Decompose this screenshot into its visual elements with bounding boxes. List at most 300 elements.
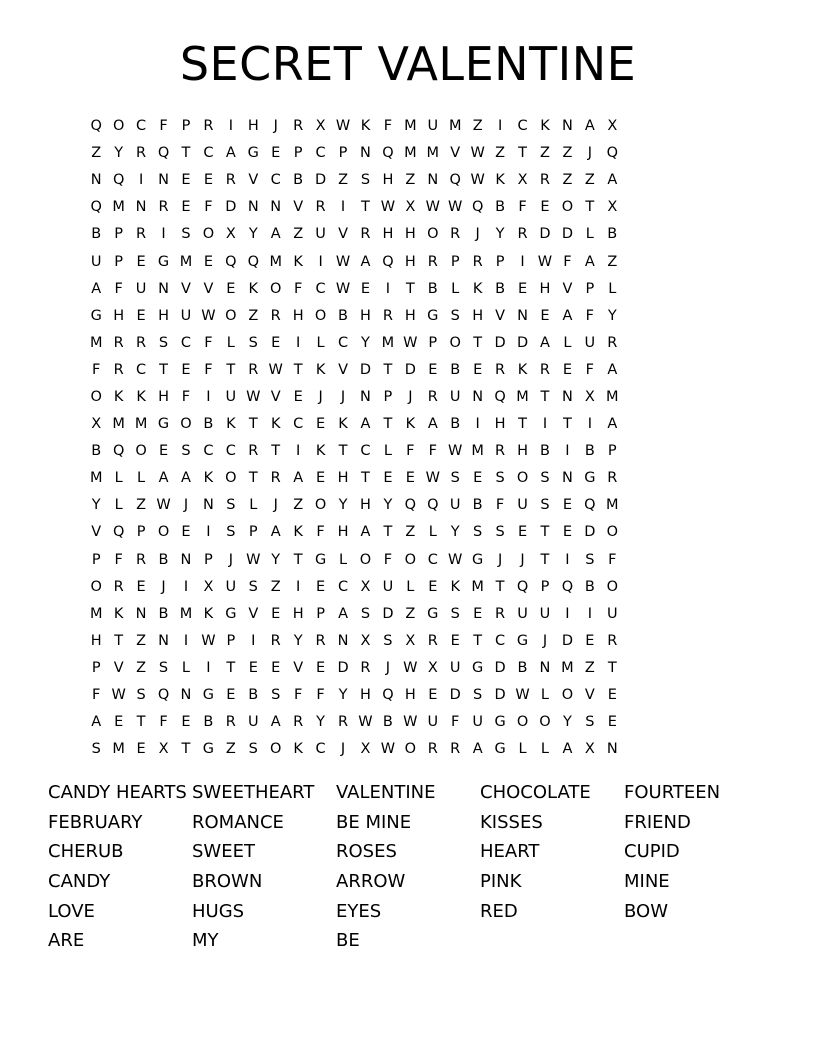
grid-letter: I [296, 334, 301, 351]
grid-letter: E [585, 632, 595, 649]
grid-letter: F [204, 361, 213, 378]
grid-letter: P [204, 551, 213, 568]
grid-letter: O [157, 524, 170, 541]
grid-letter: D [449, 687, 461, 704]
grid-row [85, 113, 736, 140]
grid-letter: E [158, 443, 169, 460]
grid-letter: N [360, 388, 371, 405]
grid-letter: F [114, 551, 123, 568]
grid-letter: A [607, 172, 618, 189]
grid-letter: H [337, 470, 349, 487]
grid-letter: S [181, 226, 191, 243]
grid-letter: M [134, 416, 148, 433]
grid-letter: E [473, 361, 483, 378]
grid-letter: H [472, 307, 484, 324]
grid-letter: A [360, 524, 371, 541]
grid-letter: Q [561, 578, 574, 595]
grid-letter: E [203, 172, 213, 189]
grid-letter: E [450, 632, 460, 649]
grid-letter: Y [562, 714, 572, 731]
grid-letter: F [495, 497, 505, 514]
grid-letter: H [292, 307, 304, 324]
grid-letter: M [471, 578, 484, 595]
grid-letter: R [427, 253, 438, 270]
grid-letter: V [248, 172, 259, 189]
grid-letter: B [91, 226, 102, 243]
grid-letter: J [161, 578, 166, 595]
grid-letter: O [180, 416, 192, 433]
grid-letter: I [475, 416, 480, 433]
grid-letter: P [91, 659, 101, 676]
grid-letter: Y [293, 632, 303, 649]
word-list-item: FRIEND [624, 811, 691, 833]
grid-letter: N [270, 199, 282, 216]
grid-letter: E [203, 253, 213, 270]
grid-letter: S [473, 687, 483, 704]
grid-letter: S [226, 497, 236, 514]
word-list [48, 778, 768, 956]
grid-letter: H [360, 687, 371, 704]
grid-letter: T [383, 524, 393, 541]
grid-letter: D [561, 632, 573, 649]
grid-row [85, 384, 736, 411]
grid-letter: N [561, 470, 573, 487]
grid-letter: H [404, 226, 416, 243]
grid-letter: K [495, 172, 505, 189]
grid-letter: Q [112, 443, 125, 460]
grid-letter: I [318, 253, 323, 270]
grid-letter: C [315, 145, 326, 162]
grid-letter: O [539, 714, 551, 731]
grid-letter: S [473, 524, 483, 541]
grid-letter: E [428, 578, 438, 595]
grid-letter: W [335, 280, 351, 297]
grid-letter: C [427, 551, 438, 568]
grid-letter: Z [136, 632, 147, 649]
grid-letter: T [405, 280, 415, 297]
grid-letter: M [606, 388, 619, 405]
grid-letter: M [179, 253, 193, 270]
grid-letter: R [293, 118, 304, 135]
grid-letter: G [494, 714, 506, 731]
grid-letter: E [383, 470, 393, 487]
grid-letter: Q [247, 253, 259, 270]
grid-letter: R [113, 578, 124, 595]
grid-letter: R [495, 605, 506, 622]
grid-letter: B [472, 497, 483, 514]
grid-letter: T [338, 443, 348, 460]
grid-letter: S [158, 659, 169, 676]
grid-letter: E [226, 687, 236, 704]
grid-letter: R [360, 226, 371, 243]
grid-letter: U [472, 714, 483, 731]
grid-letter: K [113, 388, 124, 405]
grid-letter: T [540, 551, 550, 568]
grid-letter: P [607, 443, 617, 460]
grid-letter: S [585, 714, 595, 731]
grid-letter: C [180, 334, 192, 351]
grid-letter: V [584, 687, 595, 704]
grid-letter: B [517, 659, 528, 676]
grid-row [85, 167, 736, 194]
grid-letter: K [270, 416, 281, 433]
grid-letter: S [495, 524, 505, 541]
grid-letter: K [360, 118, 371, 135]
grid-letter: H [113, 307, 125, 324]
grid-letter: Q [382, 253, 394, 270]
grid-letter: J [273, 118, 278, 135]
grid-letter: P [293, 145, 303, 162]
grid-letter: Z [338, 172, 348, 189]
grid-letter: A [427, 416, 438, 433]
grid-letter: L [249, 497, 258, 514]
grid-letter: G [472, 659, 484, 676]
grid-letter: I [565, 443, 570, 460]
grid-letter: H [404, 687, 416, 704]
grid-letter: Q [90, 199, 102, 216]
grid-letter: C [337, 578, 349, 595]
word-list-item: BE MINE [336, 811, 412, 833]
grid-letter: G [516, 632, 529, 649]
grid-letter: R [539, 361, 550, 378]
grid-letter: H [90, 632, 102, 649]
grid-letter: W [358, 714, 373, 731]
grid-letter: S [248, 578, 258, 595]
grid-letter: L [563, 334, 572, 351]
grid-letter: A [562, 741, 573, 758]
grid-letter: C [495, 632, 506, 649]
word-list-item: EYES [336, 900, 382, 922]
grid-letter: C [225, 443, 236, 460]
grid-row [85, 438, 736, 465]
grid-letter: X [158, 741, 169, 758]
grid-letter: K [226, 416, 236, 433]
grid-letter: E [181, 714, 191, 731]
grid-letter: T [540, 524, 550, 541]
grid-letter: T [226, 659, 236, 676]
grid-letter: U [90, 253, 102, 270]
grid-letter: D [494, 659, 506, 676]
grid-letter: X [607, 199, 618, 216]
grid-letter: U [517, 605, 528, 622]
grid-letter: I [587, 605, 592, 622]
grid-letter: B [495, 199, 506, 216]
grid-letter: E [607, 687, 617, 704]
grid-letter: B [584, 443, 595, 460]
grid-letter: Q [225, 253, 237, 270]
grid-letter: F [114, 280, 123, 297]
grid-letter: U [135, 280, 147, 297]
grid-letter: F [383, 551, 393, 568]
grid-letter: L [383, 443, 392, 460]
grid-letter: I [587, 416, 592, 433]
grid-letter: R [293, 714, 304, 731]
grid-letter: D [494, 334, 506, 351]
grid-row [85, 492, 736, 519]
grid-letter: E [181, 361, 191, 378]
grid-letter: I [296, 578, 301, 595]
grid-letter: U [584, 334, 596, 351]
grid-letter: H [404, 253, 416, 270]
grid-letter: R [450, 226, 461, 243]
grid-letter: K [472, 280, 483, 297]
grid-letter: S [136, 687, 146, 704]
grid-letter: E [271, 334, 281, 351]
grid-letter: O [561, 199, 574, 216]
grid-letter: Z [91, 145, 102, 162]
grid-letter: Q [404, 497, 417, 514]
grid-letter: L [540, 741, 550, 758]
word-list-item: BOW [624, 900, 668, 922]
grid-row [85, 330, 736, 357]
grid-letter: O [112, 118, 125, 135]
grid-letter: I [497, 118, 503, 135]
grid-letter: K [293, 741, 303, 758]
grid-letter: D [315, 172, 327, 189]
grid-row [85, 140, 736, 167]
word-list-item: BE [336, 930, 360, 952]
grid-letter: Q [449, 172, 461, 189]
grid-letter: O [90, 578, 102, 595]
grid-letter: M [89, 334, 103, 351]
grid-letter: R [495, 361, 506, 378]
grid-letter: S [360, 172, 371, 189]
grid-letter: O [606, 524, 618, 541]
grid-letter: S [248, 334, 258, 351]
grid-letter: A [360, 416, 371, 433]
grid-letter: X [360, 578, 371, 595]
grid-letter: C [203, 145, 214, 162]
grid-letter: F [563, 253, 572, 270]
grid-letter: M [381, 334, 395, 351]
grid-letter: K [203, 470, 214, 487]
grid-letter: H [337, 524, 349, 541]
grid-letter: V [293, 659, 304, 676]
grid-letter: I [542, 416, 548, 433]
grid-letter: I [340, 199, 346, 216]
grid-letter: T [293, 551, 303, 568]
grid-letter: A [293, 470, 304, 487]
grid-letter: R [270, 632, 281, 649]
grid-letter: N [561, 118, 573, 135]
grid-letter: Z [225, 741, 236, 758]
grid-letter: S [450, 470, 460, 487]
grid-letter: X [91, 416, 102, 433]
word-list-item: RED [480, 900, 518, 922]
grid-letter: Q [516, 578, 529, 595]
grid-letter: V [203, 280, 214, 297]
grid-letter: R [136, 551, 147, 568]
grid-letter: R [427, 632, 438, 649]
grid-letter: S [540, 497, 550, 514]
grid-letter: O [202, 226, 215, 243]
grid-letter: L [316, 334, 325, 351]
grid-letter: M [426, 145, 440, 162]
grid-letter: U [247, 714, 259, 731]
grid-letter: Y [383, 497, 393, 514]
grid-row [85, 465, 736, 492]
grid-letter: T [473, 334, 483, 351]
grid-letter: W [470, 172, 485, 189]
grid-letter: M [112, 199, 125, 216]
grid-letter: N [472, 388, 484, 405]
grid-letter: L [406, 578, 415, 595]
grid-letter: V [113, 659, 124, 676]
grid-letter: E [248, 659, 258, 676]
word-list-item: FOURTEEN [624, 782, 721, 803]
grid-letter: W [425, 199, 440, 216]
grid-letter: H [292, 605, 304, 622]
page-title: SECRET VALENTINE [179, 37, 637, 91]
grid-letter: D [337, 659, 349, 676]
grid-letter: Y [338, 497, 348, 514]
grid-letter: Q [112, 172, 125, 189]
word-list-item: MINE [624, 871, 670, 893]
grid-letter: A [225, 145, 236, 162]
grid-letter: W [470, 145, 485, 162]
grid-letter: N [517, 307, 528, 324]
grid-letter: I [161, 226, 166, 243]
grid-letter: W [448, 443, 463, 460]
grid-letter: T [361, 199, 370, 216]
grid-letter: O [270, 741, 282, 758]
grid-letter: U [606, 605, 618, 622]
grid-letter: L [585, 226, 594, 243]
grid-letter: T [136, 714, 146, 731]
grid-letter: E [181, 172, 191, 189]
grid-letter: H [382, 226, 394, 243]
grid-letter: T [473, 632, 483, 649]
grid-letter: V [338, 226, 348, 243]
grid-letter: Q [584, 497, 596, 514]
grid-letter: Z [293, 226, 304, 243]
grid-letter: N [606, 741, 618, 758]
grid-letter: O [449, 334, 461, 351]
grid-letter: R [607, 632, 618, 649]
grid-letter: R [427, 741, 438, 758]
grid-letter: Z [270, 578, 281, 595]
grid-letter: H [382, 172, 394, 189]
grid-letter: H [158, 388, 169, 405]
grid-letter: U [225, 578, 237, 595]
grid-letter: P [316, 605, 325, 622]
grid-letter: F [316, 687, 325, 704]
grid-letter: G [225, 605, 237, 622]
grid-letter: R [472, 253, 483, 270]
grid-letter: E [136, 578, 146, 595]
grid-letter: D [539, 226, 551, 243]
word-list-item: ARE [48, 930, 85, 952]
grid-letter: U [427, 118, 439, 135]
grid-letter: L [518, 741, 527, 758]
grid-letter: O [404, 551, 417, 568]
grid-letter: T [293, 361, 303, 378]
grid-letter: C [337, 334, 349, 351]
grid-letter: R [136, 145, 147, 162]
grid-letter: A [270, 226, 281, 243]
grid-letter: L [451, 280, 460, 297]
grid-letter: S [585, 551, 595, 568]
grid-letter: F [585, 307, 595, 324]
grid-letter: W [246, 551, 261, 568]
grid-letter: P [226, 632, 236, 649]
grid-letter: G [472, 551, 484, 568]
grid-letter: R [270, 470, 281, 487]
grid-letter: B [450, 416, 461, 433]
grid-letter: V [270, 388, 281, 405]
grid-letter: J [520, 551, 525, 568]
grid-letter: U [517, 497, 528, 514]
grid-letter: W [403, 659, 418, 676]
grid-letter: S [248, 741, 258, 758]
grid-letter: N [360, 145, 371, 162]
grid-letter: O [427, 226, 439, 243]
grid-letter: D [561, 226, 573, 243]
grid-letter: M [112, 741, 125, 758]
grid-letter: V [495, 307, 506, 324]
grid-letter: U [449, 497, 461, 514]
grid-letter: B [584, 578, 595, 595]
grid-letter: S [181, 443, 191, 460]
grid-letter: C [136, 361, 147, 378]
grid-row [85, 194, 736, 221]
grid-letter: T [540, 388, 550, 405]
grid-letter: N [180, 551, 192, 568]
grid-letter: K [136, 388, 146, 405]
grid-letter: L [226, 334, 235, 351]
grid-letter: M [89, 470, 103, 487]
word-list-item: SWEETHEART [192, 782, 315, 803]
grid-letter: T [518, 145, 527, 162]
grid-letter: W [380, 741, 396, 758]
grid-letter: J [273, 497, 278, 514]
grid-letter: K [517, 361, 528, 378]
grid-letter: B [203, 714, 214, 731]
grid-letter: P [540, 578, 550, 595]
grid-letter: W [403, 714, 418, 731]
grid-letter: Q [112, 524, 125, 541]
grid-row [85, 276, 736, 303]
grid-letter: O [314, 497, 327, 514]
grid-letter: E [316, 416, 326, 433]
grid-letter: E [607, 714, 617, 731]
grid-letter: Z [405, 524, 416, 541]
grid-letter: H [517, 443, 528, 460]
grid-letter: E [293, 388, 303, 405]
grid-letter: F [159, 118, 168, 135]
grid-letter: X [584, 388, 595, 405]
word-list-item: CANDY HEARTS [48, 782, 187, 803]
word-list-item: BROWN [192, 871, 263, 893]
grid-letter: R [225, 172, 236, 189]
grid-letter: Q [382, 687, 394, 704]
grid-letter: Z [472, 118, 483, 135]
grid-letter: E [271, 659, 281, 676]
grid-letter: R [607, 334, 618, 351]
grid-letter: T [159, 361, 168, 378]
grid-letter: B [607, 226, 618, 243]
grid-letter: Q [494, 388, 506, 405]
grid-letter: L [114, 497, 123, 514]
grid-letter: B [203, 416, 214, 433]
grid-letter: O [314, 307, 327, 324]
grid-letter: U [427, 714, 439, 731]
grid-letter: I [183, 578, 189, 595]
grid-letter: I [385, 280, 391, 297]
grid-letter: O [606, 578, 618, 595]
grid-letter: W [537, 253, 553, 270]
grid-letter: R [337, 714, 349, 731]
